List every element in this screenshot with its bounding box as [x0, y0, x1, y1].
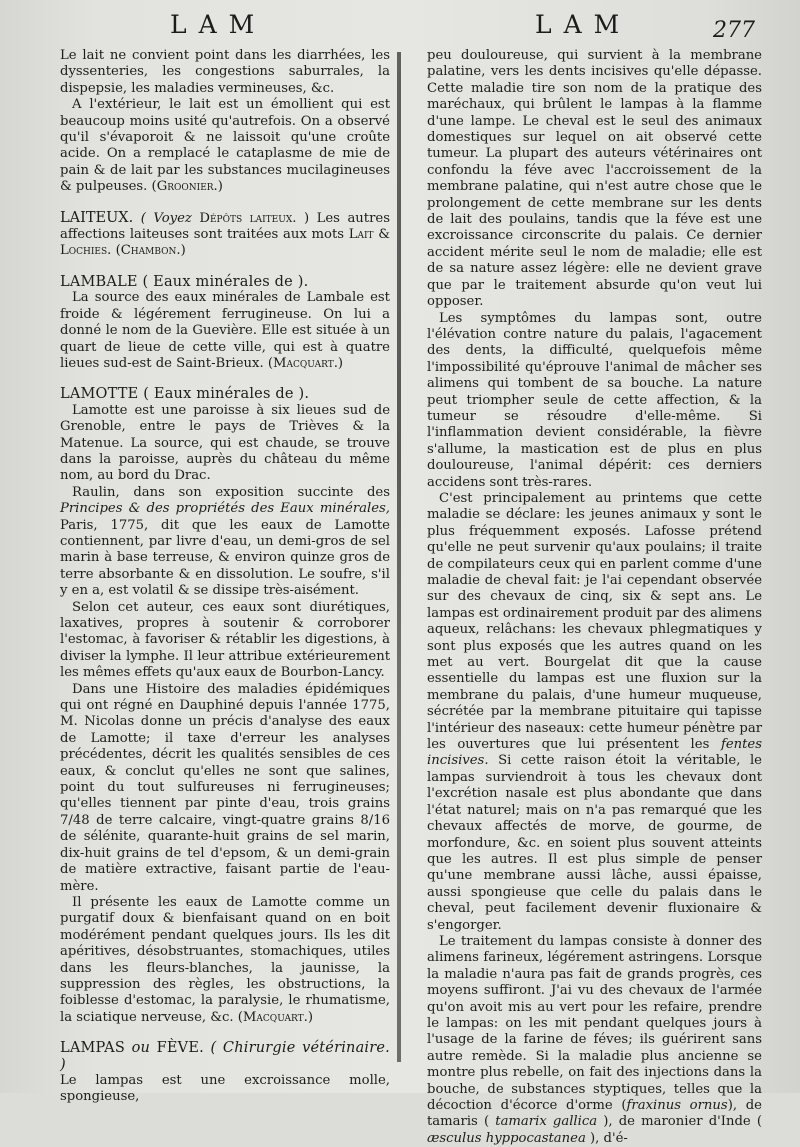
- right-column: [427, 48, 762, 1147]
- author-name: Groonier.: [156, 179, 218, 195]
- running-header-right: LAM: [535, 10, 632, 39]
- author-name: (Chambon.): [115, 243, 186, 259]
- lampas-paragraph-2: Les symptômes du lampas sont, outre l'élévation contre nature du palais, l'agacement des dents, la difficulté, quelquefois même l'impossibilité qu'éprouve l'animal de mâcher ses alimens qui tombent de sa bouche. La nature peut triompher seule de cette affection, & la tumeur se résoudre d'elle-même. Si l'inflammation devient considérable, la fièvre s'allume, la mastication est de plus en plus douloureuse, l'animal dépérit: ces derniers accidens sont très-rares.: [427, 310, 762, 490]
- lamotte-paragraph-5: Il présente les eaux de Lamotte comme un purgatif doux & bienfaisant quand on en boit modérément pendant quelques jours. Ils les dit apéritives, désobstruantes, stomachiques, utiles dans les fleurs-blanches, la jaunisse, la suppression des règles, les obstructions, la foiblesse d'estomac, la paralysie, le rhumatisme, la sciatique nerveuse, &c. (Macquart.): [60, 894, 390, 1025]
- lamotte-paragraph-2: Raulin, dans son exposition succinte des Principes & des propriétés des Eaux minérales, Paris, 1775, dit que les eaux de Lamotte contiennent, par livre d'eau, un demi-gros de sel marin à base terreuse, & environ quinze gros de terre absorbante & en dissolution. Le soufre, s'il y en a, est volatil & se dissipe très-aisément.: [60, 484, 390, 599]
- lambale-text: La source des eaux minérales de Lambale est froide & légérement ferrugineuse. On lui a donné le nom de la Guevière. Elle est située à un quart de lieue de cette ville, qui est à quatre lieues sud-est de Saint-Brieux. (Macquart.): [60, 290, 390, 371]
- lampas-start: Le lampas est une excroissance molle, spongieuse,: [60, 1072, 390, 1105]
- entry-lambale: [60, 274, 390, 372]
- lamotte-paragraph-4: Dans une Histoire des maladies épidémiques qui ont régné en Dauphiné depuis l'année 1775, M. Nicolas donne un précis d'analyse des eaux de Lamotte; il taxe d'erreur les analyses précédentes, décrit les qualités sensibles de ces eaux, & conclut qu'elles ne sont que salines, point du tout sulfureuses ni ferrugineuses; qu'elles tiennent par pinte d'eau, trois grains 7/48 de terre calcaire, vingt-quatre grains 8/16 de sélénite, quarante-huit grains de sel marin, dix-huit grains de tel d'epsom, & un demi-grain de matière extractive, faisant partie de l'eau-mère.: [60, 681, 390, 894]
- lampas-paragraph-3: C'est principalement au printems que cette maladie se déclare: les jeunes animaux y sont le plus fréquemment exposés. Lafosse prétend qu'elle ne peut survenir qu'aux poulains; il traite de compilateurs ceux qui en parlent comme d'une maladie de cheval fait: je l'ai cependant observée sur des chevaux de cinq, six & sept ans. Le lampas est ordinairement produit par des alimens aqueux, relâchans: les chevaux phlegmatiques y sont plus exposés que les autres quand on les met au vert. Bourgelat dit que la cause essentielle du lampas est une fluxion sur la membrane du palais, d'une humeur muqueuse, sécrétée par la membrane pituitaire qui tapisse l'intérieur des naseaux: cette humeur pénètre par les ouvertures que lui présentent les fentes incisives. Si cette raison étoit la véritable, le lampas surviendroit à tous les chevaux dont l'excrétion nasale est plus abondante que dans l'état naturel; mais on n'a pas remarqué que les chevaux affectés de morve, de gourme, de morfondure, &c. en soient plus souvent atteints que les autres. Il est plus simple de penser qu'une membrane aussi lâche, aussi épaisse, aussi spongieuse que celle du palais dans le cheval, peut facilement devenir fluxionaire & s'engorger.: [427, 490, 762, 933]
- author-name: Macquart.: [273, 355, 338, 371]
- entry-title: LAMPAS ou FÈVE. ( Chirurgie vétérinaire. ): [60, 1040, 390, 1073]
- lait-paragraph-2: A l'extérieur, le lait est un émollient qui est beaucoup moins usité qu'autrefois. On a observé qu'il s'évaporoit & ne laissoit qu'une croûte acide. On a remplacé le cataplasme de mie de pain & de lait par les substances mucilagineuses & pulpeuses. (Groonier.): [60, 97, 390, 195]
- lamotte-paragraph-3: Selon cet auteur, ces eaux sont diurétiques, laxatives, propres à soutenir & corroborer l'estomac, à favoriser & rétablir les digestions, à diviser la lymphe. Il leur attribue extérieurement les mêmes effets qu'aux eaux de Bourbon-Lancy.: [60, 599, 390, 681]
- entry-title: LAMOTTE ( Eaux minérales de ).: [60, 386, 310, 403]
- column-divider: [397, 52, 401, 1062]
- author-name: Macquart.: [242, 1009, 308, 1025]
- lampas-paragraph-1: peu douloureuse, qui survient à la membrane palatine, vers les dents incisives qu'elle dépasse. Cette maladie tire son nom de la pratique des maréchaux, qui brûlent le lampas à la flamme d'une lampe. Le cheval est le seul des animaux domestiques sur lequel on ait observé cette tumeur. La plupart des auteurs vétérinaires ont confondu la féve avec l'accroissement de la membrane palatine, qui n'est autre chose que le prolongement de cette membrane sur les dents de lait des poulains, tandis que la féve est une excroissance circonscrite du palais. Ce dernier accident mérite seul le nom de maladie; elle est de sa nature assez légère: elle ne devient grave que par le traitement absurde qu'on veut lui opposer.: [427, 48, 762, 310]
- entry-lampas: [60, 1040, 390, 1106]
- entry-title: LAITEUX.: [60, 209, 134, 226]
- lampas-paragraph-4: Le traitement du lampas consiste à donner des alimens farineux, légérement astringens. Lorsque la maladie n'aura pas fait de grands progrès, ces moyens suffiront. J'ai vu des chevaux de l'armée qu'on avoit mis au vert pour les refaire, prendre le lampas: on les mit pendant quelques jours à l'usage de la farine de féves; ils guérirent sans autre remède. Si la maladie plus ancienne se montre plus rebelle, on fait des injections dans la bouche, de substances styptiques, telles que la décoction d'écorce d'orme (fraxinus ornus), de tamaris ( tamarix gallica ), de maronier d'Inde ( æsculus hyppocastanea ), d'é-: [427, 933, 763, 1146]
- lamotte-paragraph-1: Lamotte est une paroisse à six lieues sud de Grenoble, entre le pays de Trièves & la Matenue. La source, qui est chaude, se trouve dans la paroisse, auprès du château du même nom, au bord du Drac.: [60, 402, 390, 484]
- running-header-left: LAM: [170, 10, 267, 39]
- entry-lamotte: [60, 386, 390, 1026]
- page-number: 277: [713, 18, 755, 43]
- entry-laiteux: LAITEUX. ( Voyez Dépôts laiteux. ) Les autres affections laiteuses sont traitées aux mots Lait & Lochies. (Chambon.): [60, 209, 390, 259]
- left-column: [60, 48, 390, 1106]
- entry-title: LAMBALE ( Eaux minérales de ).: [60, 273, 309, 290]
- lait-continuation: Le lait ne convient point dans les diarrhées, les dyssenteries, les congestions saburrales, la dispepsie, les maladies vermineuses, &c.: [60, 48, 390, 96]
